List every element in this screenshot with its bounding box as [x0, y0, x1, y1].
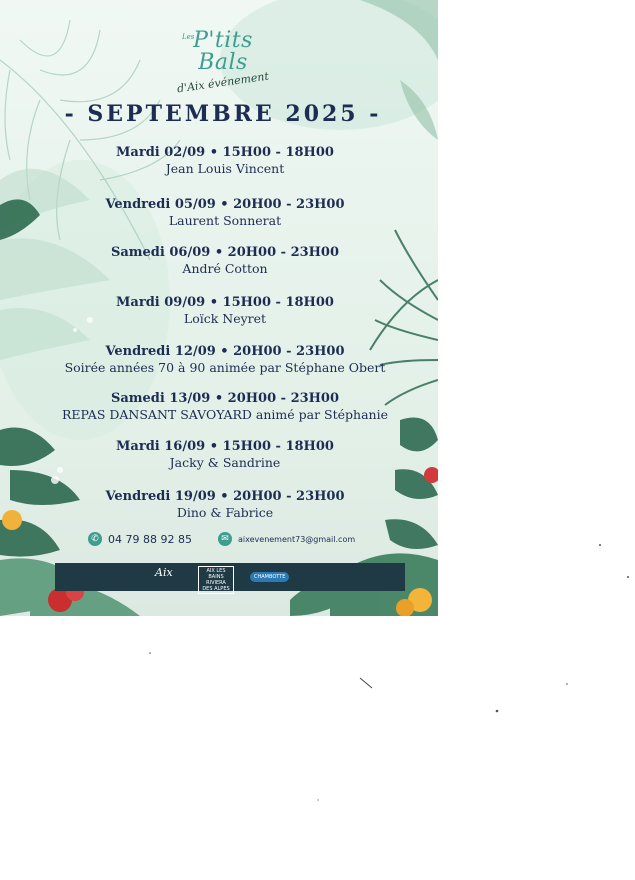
partner-logo-riviera: AIX LES BAINS RIVIERA DES ALPES	[198, 566, 234, 594]
event-item	[30, 197, 420, 229]
event-performer: Loïck Neyret	[183, 311, 267, 326]
event-performer: Dino & Fabrice	[176, 505, 274, 520]
event-datetime: Vendredi 19/09 • 20H00 - 23H00	[105, 489, 345, 504]
event-performer: Soirée années 70 à 90 animée par Stéphane Obert	[64, 360, 386, 375]
phone-contact	[88, 530, 192, 548]
phone-icon: ✆	[88, 532, 102, 546]
event-datetime: Vendredi 12/09 • 20H00 - 23H00	[105, 344, 345, 359]
event-performer: André Cotton	[182, 261, 268, 276]
event-item	[30, 245, 420, 277]
event-performer: Jean Louis Vincent	[165, 161, 285, 176]
partner-logo-aix: Aix	[155, 566, 173, 579]
event-datetime: Mardi 09/09 • 15H00 - 18H00	[116, 295, 334, 310]
partner-logo-third: CHAMBOTTE	[250, 572, 289, 582]
page-title: - SEPTEMBRE 2025 -	[64, 101, 382, 127]
event-item	[30, 344, 420, 376]
email-contact	[218, 530, 355, 548]
event-datetime: Samedi 06/09 • 20H00 - 23H00	[110, 245, 340, 260]
email-address: aixevenement73@gmail.com	[238, 534, 356, 544]
flyer	[0, 0, 438, 616]
event-datetime: Vendredi 05/09 • 20H00 - 23H00	[105, 197, 345, 212]
logo-prefix: Les	[182, 33, 195, 41]
event-performer: Jacky & Sandrine	[169, 455, 281, 470]
phone-number: 04 79 88 92 85	[108, 532, 192, 546]
event-item	[30, 295, 420, 327]
event-item	[30, 145, 420, 177]
event-datetime: Mardi 02/09 • 15H00 - 18H00	[116, 145, 334, 160]
logo-main: P'tits Bals	[193, 28, 253, 75]
envelope-icon: ✉	[218, 532, 232, 546]
event-item	[30, 439, 420, 471]
event-datetime: Samedi 13/09 • 20H00 - 23H00	[110, 391, 340, 406]
event-item	[30, 391, 420, 423]
event-performer: Laurent Sonnerat	[168, 213, 282, 228]
event-datetime: Mardi 16/09 • 15H00 - 18H00	[116, 439, 334, 454]
event-performer: REPAS DANSANT SAVOYARD animé par Stéphanie	[62, 407, 388, 422]
event-item	[30, 489, 420, 521]
logo-sub: d'Aix événement	[176, 69, 270, 96]
